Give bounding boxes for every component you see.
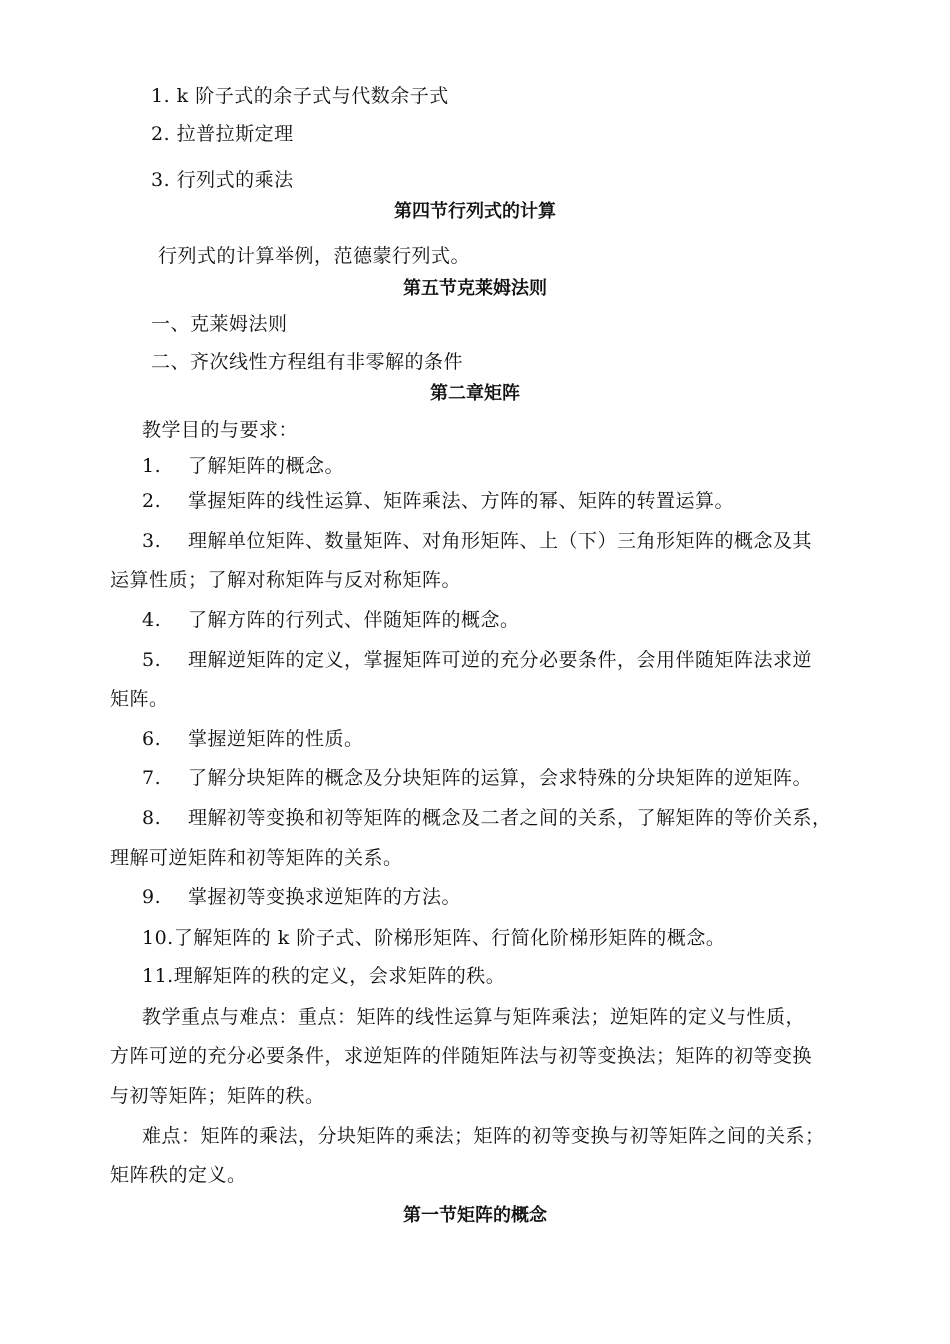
- section-4-text: 行列式的计算举例，范德蒙行列式。: [158, 245, 471, 267]
- objective-text: 了解方阵的行列式、伴随矩阵的概念。: [188, 609, 520, 631]
- objective-text: 理解逆矩阵的定义，掌握矩阵可逆的充分必要条件，会用伴随矩阵法求逆: [188, 649, 813, 671]
- objective-item: [142, 648, 812, 672]
- objectives-label: 教学目的与要求：: [142, 419, 299, 441]
- objective-text: 了解矩阵的概念。: [188, 455, 345, 477]
- objective-text: 了解分块矩阵的概念及分块矩阵的运算，会求特殊的分块矩阵的逆矩阵。: [188, 767, 813, 789]
- objective-text: 掌握矩阵的线性运算、矩阵乘法、方阵的幂、矩阵的转置运算。: [188, 490, 735, 512]
- objective-text: 理解单位矩阵、数量矩阵、对角形矩阵、上（下）三角形矩阵的概念及其: [188, 530, 813, 552]
- objective-number: 7.: [142, 767, 162, 789]
- section-4-title: 第四节行列式的计算: [394, 201, 556, 222]
- objective-item: [142, 964, 505, 988]
- objective-text: 理解初等变换和初等矩阵的概念及二者之间的关系，了解矩阵的等价关系，: [188, 807, 832, 829]
- section-1-title: 第一节矩阵的概念: [403, 1205, 547, 1226]
- objective-text-continuation: 矩阵。: [110, 688, 169, 710]
- list-item-laplace-theorem: 2. 拉普拉斯定理: [151, 123, 294, 145]
- section-5-item-homogeneous-condition: 二、齐次线性方程组有非零解的条件: [151, 351, 464, 373]
- objective-text: 掌握初等变换求逆矩阵的方法。: [188, 886, 462, 908]
- objective-number: 1.: [142, 455, 162, 477]
- list-item-k-order-minor: 1. k 阶子式的余子式与代数余子式: [151, 85, 449, 107]
- objective-item: [142, 926, 725, 950]
- chapter-2-title: 第二章矩阵: [430, 383, 520, 404]
- objective-item: [142, 608, 520, 632]
- section-5-item-cramer-rule: 一、克莱姆法则: [151, 313, 288, 335]
- objective-text-continuation: 理解可逆矩阵和初等矩阵的关系。: [110, 847, 403, 869]
- objective-number: 6.: [142, 728, 162, 750]
- objective-number: 9.: [142, 886, 162, 908]
- key-points-line: 方阵可逆的充分必要条件，求逆矩阵的伴随矩阵法与初等变换法；矩阵的初等变换: [110, 1045, 813, 1067]
- key-points-line: 教学重点与难点：重点：矩阵的线性运算与矩阵乘法；逆矩阵的定义与性质，: [142, 1006, 806, 1028]
- objective-number: 3.: [142, 530, 162, 552]
- objective-number: 2.: [142, 490, 162, 512]
- objective-text: 了解矩阵的 k 阶子式、阶梯形矩阵、行简化阶梯形矩阵的概念。: [173, 927, 726, 949]
- section-5-title: 第五节克莱姆法则: [403, 278, 547, 299]
- objective-text: 掌握逆矩阵的性质。: [188, 728, 364, 750]
- objective-item: [142, 489, 734, 513]
- objective-item: [142, 766, 812, 790]
- objective-item: [142, 806, 832, 830]
- objective-number: 8.: [142, 807, 162, 829]
- objective-item: [142, 885, 461, 909]
- difficulties-line: 矩阵秩的定义。: [110, 1164, 247, 1186]
- objective-number: 11.: [142, 965, 174, 987]
- difficulties-line: 难点：矩阵的乘法，分块矩阵的乘法；矩阵的初等变换与初等矩阵之间的关系；: [142, 1125, 825, 1147]
- list-item-determinant-multiplication: 3. 行列式的乘法: [151, 169, 294, 191]
- objective-number: 5.: [142, 649, 162, 671]
- objective-item: [142, 529, 812, 553]
- objective-number: 10.: [142, 927, 174, 949]
- objective-item: [142, 727, 364, 751]
- objective-item: [142, 454, 344, 478]
- objective-number: 4.: [142, 609, 162, 631]
- objective-text-continuation: 运算性质；了解对称矩阵与反对称矩阵。: [110, 569, 462, 591]
- objective-text: 理解矩阵的秩的定义，会求矩阵的秩。: [173, 965, 506, 987]
- key-points-line: 与初等矩阵；矩阵的秩。: [110, 1085, 325, 1107]
